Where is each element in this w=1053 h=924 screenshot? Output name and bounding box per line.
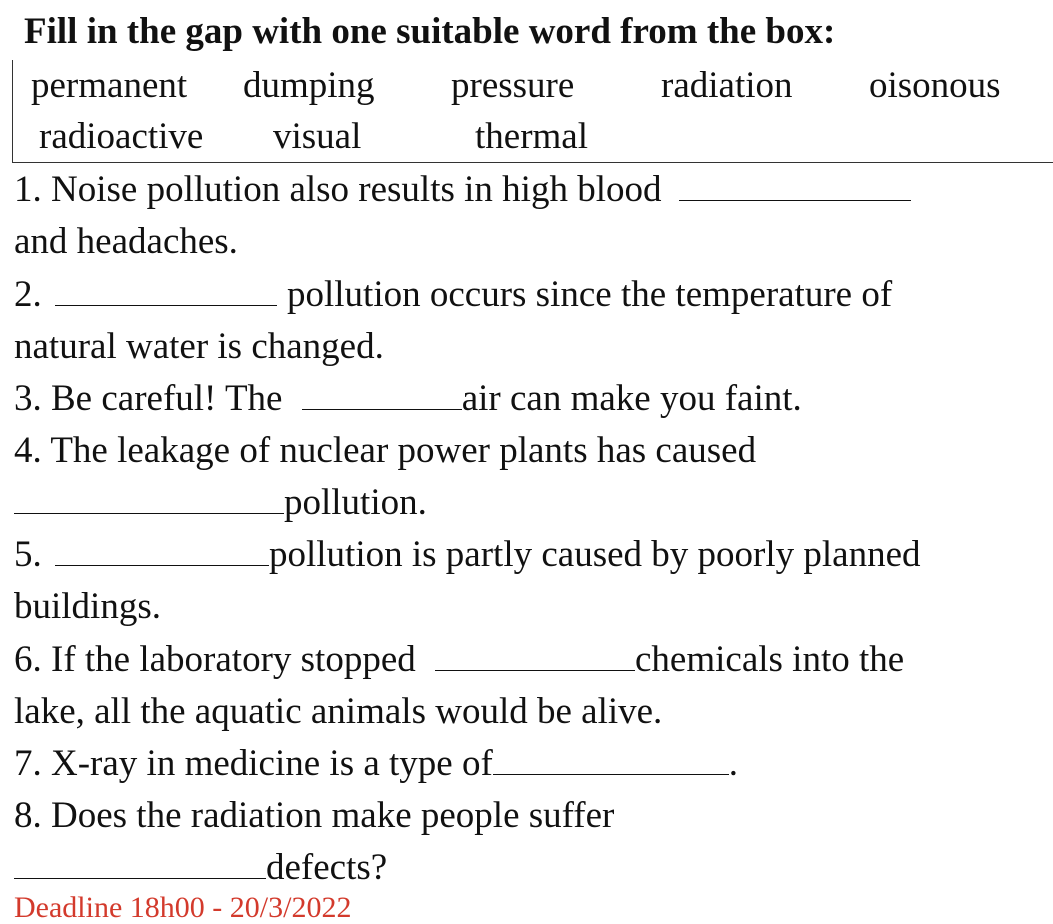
box-word-thermal: thermal [475,116,589,157]
question-8-continuation: defects? [266,847,388,888]
question-8-text: 8. Does the radiation make people suffer [14,795,615,836]
question-5-number: 5. [14,534,42,575]
question-3-continuation: air can make you faint. [461,378,802,419]
exercise-heading: Fill in the gap with one suitable word from the box: [24,11,836,52]
word-box [12,60,1053,163]
question-2-blank[interactable] [55,271,277,306]
question-6-continuation-2: lake, all the aquatic animals would be alive. [14,691,663,732]
question-1-text: 1. Noise pollution also results in high blood [14,169,662,210]
question-5-line-2 [14,581,161,633]
question-4-line-1 [14,425,756,477]
question-6-text: 6. If the laboratory stopped [14,639,416,680]
question-1-continuation: and headaches. [14,221,238,262]
question-6-blank[interactable] [435,636,635,671]
question-3-text: 3. Be careful! The [14,378,283,419]
box-word-permanent: permanent [31,65,188,106]
question-4-blank[interactable] [14,479,284,514]
question-3-blank[interactable] [302,375,462,410]
question-2-number: 2. [14,274,42,315]
question-2-line-2 [14,321,384,373]
question-3-line [14,373,802,425]
question-7-period: . [728,743,739,784]
question-7-text: 7. X-ray in medicine is a type of [14,743,493,784]
question-2-continuation: natural water is changed. [14,326,384,367]
question-1-line-2 [14,216,238,268]
question-8-line-1 [14,790,614,842]
question-6-line-1 [14,634,904,686]
question-7-blank[interactable] [493,740,729,775]
question-2-text: pollution occurs since the temperature of [287,274,893,315]
box-word-radioactive: radioactive [39,116,204,157]
question-5-text: pollution is partly caused by poorly planned [269,534,921,575]
question-1-blank[interactable] [679,166,911,201]
question-6-line-2 [14,686,662,738]
question-8-line-2 [14,842,387,894]
deadline-text-cutoff: Deadline 18h00 - 20/3/2022 [14,891,352,924]
question-5-line-1 [14,529,921,581]
question-5-continuation: buildings. [14,586,161,627]
question-7-line [14,738,738,790]
question-4-line-2 [14,477,427,529]
question-4-text: 4. The leakage of nuclear power plants has caused [14,430,757,471]
question-8-blank[interactable] [14,844,266,879]
box-word-pressure: pressure [451,65,575,106]
question-5-blank[interactable] [55,531,269,566]
question-2-line-1 [14,269,892,321]
question-1-line-1 [14,164,911,216]
question-6-continuation: chemicals into the [635,639,905,680]
box-word-visual: visual [273,116,362,157]
box-word-radiation: radiation [661,65,793,106]
box-word-oisonous: oisonous [869,65,1001,106]
question-4-continuation: pollution. [284,482,427,523]
box-word-dumping: dumping [243,65,375,106]
